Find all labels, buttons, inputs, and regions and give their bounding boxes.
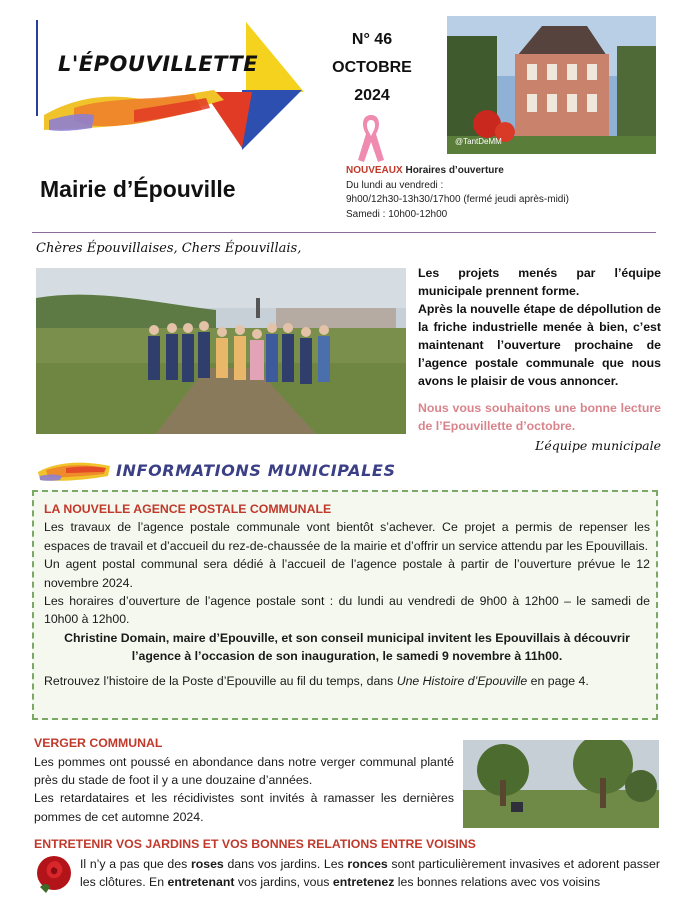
intro-p1: Les projets menés par l’équipe municipale prennent forme.	[418, 266, 661, 298]
verger-p1: Les pommes ont poussé en abondance dans notre verger communal planté près du stade de foot il y a une douzaine d’années.	[34, 755, 454, 788]
intro-p3: Nous vous souhaitons une bonne lecture de l’Epouvillette d’octobre.	[418, 401, 661, 433]
jardins-text: Il n’y a pas que des roses dans vos jardins. Les ronces sont particulièrement invasives et adorent passer les clôtures. En entretenant vos jardins, vous entretenez les bonnes relations avec vos voisins	[80, 857, 660, 889]
intro-text	[418, 264, 661, 435]
hours-line3: Samedi : 10h00-12h00	[346, 208, 448, 220]
mairie-photo	[447, 16, 656, 154]
rose-icon	[34, 853, 74, 895]
agence-p5: Retrouvez l’histoire de la Poste d’Epouville au fil du temps, dans Une Histoire d’Epouville en page 4.	[44, 673, 589, 688]
verger-title: VERGER COMMUNAL	[34, 736, 163, 750]
issue-year: 2024	[354, 87, 390, 104]
brush-stroke-icon	[36, 458, 112, 484]
agence-postale-box	[32, 490, 658, 720]
opening-hours	[346, 164, 569, 222]
agence-p1: Les travaux de l’agence postale communale vont bientôt s’achever. Ce projet a permis de repenser les espaces de travail et d’accueil du rez-de-chaussée de la mairie et d’offrir un service attendu par les Epouvillais.	[44, 520, 650, 553]
signoff: L’équipe municipale	[535, 438, 661, 453]
issue-month: OCTOBRE	[332, 59, 412, 76]
hours-title: Horaires d’ouverture	[402, 165, 504, 176]
logo-title: L'ÉPOUVILLETTE	[58, 52, 259, 76]
verger-text	[34, 753, 454, 826]
header-divider	[32, 232, 656, 233]
intro-p2: Après la nouvelle étape de dépollution de la friche industrielle menée à bien, c’est maintenant l’ouverture prochaine de l’agence postale communale que nous avons le plaisir de vous annoncer.	[418, 302, 661, 388]
agence-p2: Un agent postal communal sera dédié à l’accueil de l’agence postale à partir de l’ouverture prévue le 12 novembre 2024.	[44, 557, 650, 590]
orchard-photo	[463, 740, 659, 828]
agence-p3: Les horaires d’ouverture de l’agence postale sont : du lundi au vendredi de 9h00 à 12h00 – le samedi de 10h00 à 12h00.	[44, 594, 650, 627]
section-title: INFORMATIONS MUNICIPALES	[116, 461, 396, 480]
epouvillette-logo	[34, 20, 304, 150]
hours-line1: Du lundi au vendredi :	[346, 179, 444, 191]
pink-ribbon-icon	[354, 112, 388, 164]
team-photo	[36, 268, 406, 434]
issue-info	[316, 26, 428, 110]
jardins-title: ENTRETENIR VOS JARDINS ET VOS BONNES RELATIONS ENTRE VOISINS	[34, 837, 476, 851]
book-title: Une Histoire d’Epouville	[396, 673, 528, 688]
hours-line2: 9h00/12h30-13h30/17h00 (fermé jeudi après-midi)	[346, 194, 569, 205]
agence-title: LA NOUVELLE AGENCE POSTALE COMMUNALE	[44, 502, 332, 516]
greeting: Chères Épouvillaises, Chers Épouvillais,	[36, 241, 302, 256]
issue-number: N° 46	[351, 31, 393, 48]
new-label: NOUVEAUX	[346, 165, 403, 176]
mairie-title: Mairie d’Épouville	[40, 176, 236, 202]
photo-credit: @TantDeMM	[455, 137, 502, 146]
verger-p2: Les retardataires et les récidivistes sont invités à ramasser les dernières pommes de cet automne 2024.	[34, 791, 454, 824]
agence-p4: Christine Domain, maire d’Epouville, et son conseil municipal invitent les Epouvillais à découvrir l’agence à l’occasion de son inauguration, le samedi 9 novembre à 11h00.	[64, 630, 630, 664]
